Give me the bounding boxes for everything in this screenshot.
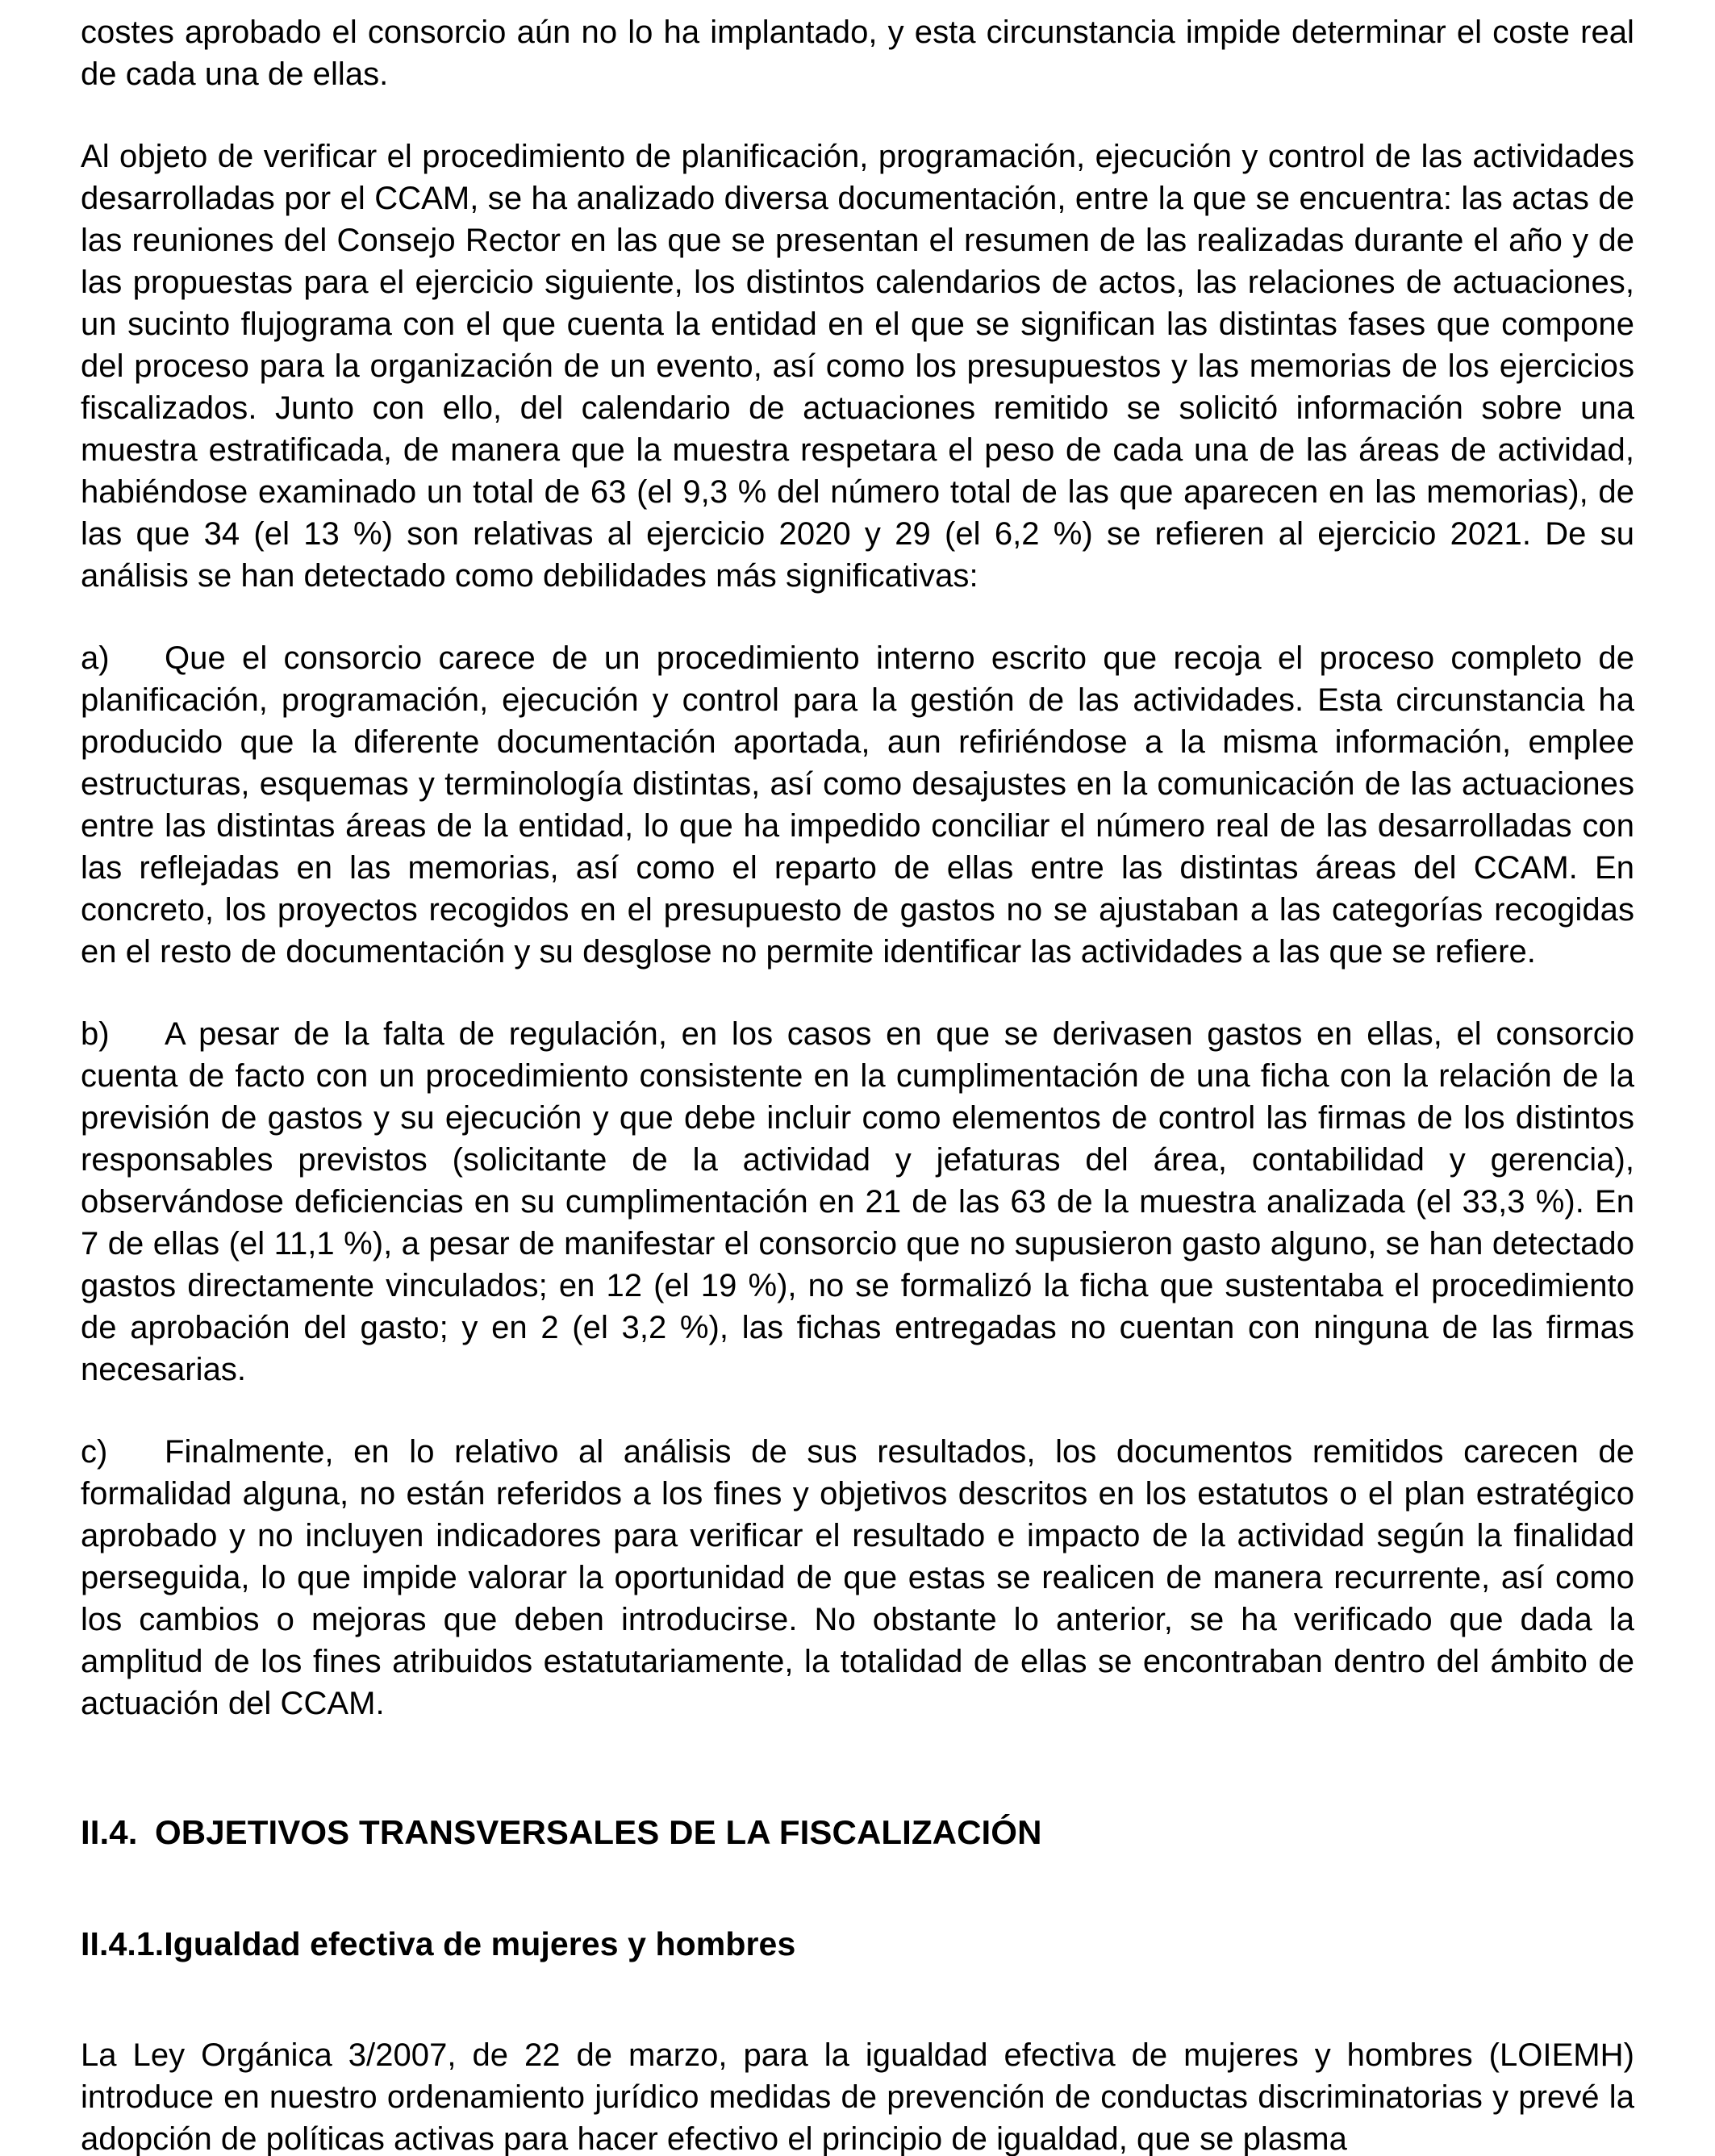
list-item-a-text: Que el consorcio carece de un procedimiento interno escrito que recoja el proceso completo de planificación, programación, ejecución y control para la gestión de las actividades. Esta circunstancia ha producido que la diferente documentación aportada, aun refiriéndose a la misma información, emplee estructuras, esquemas y terminología distintas, así como desajustes en la comunicación de las actuaciones entre las distintas áreas de la entidad, lo que ha impedido conciliar el número real de las desarrolladas con las reflejadas en las memorias, así como el reparto de ellas entre las distintas áreas del CCAM. En concreto, los proyectos recogidos en el presupuesto de gastos no se ajustaban a las categorías recogidas en el resto de documentación y su desglose no permite identificar las actividades a las que se refiere. bbox=[81, 640, 1634, 970]
heading-spacer-bottom bbox=[81, 1965, 1634, 2034]
list-item-a bbox=[81, 637, 1634, 973]
heading-spacer-top bbox=[81, 1765, 1634, 1812]
section-heading bbox=[81, 1812, 1634, 1854]
paragraph-methodology: Al objeto de verificar el procedimiento de planificación, programación, ejecución y control de las actividades desarrolladas por el CCAM, se ha analizado diversa documentación, entre la que se encuentra: las actas de las reuniones del Consejo Rector en las que se presentan el resumen de las realizadas durante el año y de las propuestas para el ejercicio siguiente, los distintos calendarios de actos, las relaciones de actuaciones, un sucinto flujograma con el que cuenta la entidad en el que se significan las distintas fases que compone del proceso para la organización de un evento, así como los presupuestos y las memorias de los ejercicios fiscalizados. Junto con ello, del calendario de actuaciones remitido se solicitó información sobre una muestra estratificada, de manera que la muestra respetara el peso de cada una de las áreas de actividad, habiéndose examinado un total de 63 (el 9,3 % del número total de las que aparecen en las memorias), de las que 34 (el 13 %) son relativas al ejercicio 2020 y 29 (el 6,2 %) se refieren al ejercicio 2021. De su análisis se han detectado como debilidades más significativas: bbox=[81, 139, 1634, 594]
section-heading-title: OBJETIVOS TRANSVERSALES DE LA FISCALIZACIÓN bbox=[155, 1813, 1042, 1851]
paragraph-continuation: costes aprobado el consorcio aún no lo ha implantado, y esta circunstancia impide determinar el coste real de cada una de ellas. bbox=[81, 15, 1634, 92]
paragraph-loiemh: La Ley Orgánica 3/2007, de 22 de marzo, para la igualdad efectiva de mujeres y hombres (LOIEMH) introduce en nuestro ordenamiento jurídico medidas de prevención de conductas discriminatorias y prevé la adopción de políticas activas para hacer efectivo el principio de igualdad, que se plasma bbox=[81, 2037, 1634, 2156]
heading-spacer-mid bbox=[81, 1854, 1634, 1923]
subsection-heading bbox=[81, 1923, 1634, 1965]
section-heading-number: II.4. bbox=[81, 1813, 138, 1851]
document-text-column bbox=[81, 0, 1634, 2156]
list-marker-c: c) bbox=[81, 1434, 108, 1470]
list-item-b bbox=[81, 1013, 1634, 1391]
list-item-c bbox=[81, 1431, 1634, 1724]
list-item-c-text: Finalmente, en lo relativo al análisis de sus resultados, los documentos remitidos carecen de formalidad alguna, no están referidos a los fines y objetivos descritos en los estatutos o el plan estratégico aprobado y no incluyen indicadores para verificar el resultado e impacto de la actividad según la finalidad perseguida, lo que impide valorar la oportunidad de que estas se realicen de manera recurrente, así como los cambios o mejoras que deben introducirse. No obstante lo anterior, se ha verificado que dada la amplitud de los fines atribuidos estatutariamente, la totalidad de ellas se encontraban dentro del ámbito de actuación del CCAM. bbox=[81, 1434, 1634, 1721]
subsection-heading-number: II.4.1. bbox=[81, 1925, 165, 1962]
subsection-heading-title: Igualdad efectiva de mujeres y hombres bbox=[164, 1925, 796, 1962]
list-item-b-text: A pesar de la falta de regulación, en los casos en que se derivasen gastos en ellas, el consorcio cuenta de facto con un procedimiento consistente en la cumplimentación de una ficha con la relación de la previsión de gastos y su ejecución y que debe incluir como elementos de control las firmas de los distintos responsables previstos (solicitante de la actividad y jefaturas del área, contabilidad y gerencia), observándose deficiencias en su cumplimentación en 21 de las 63 de la muestra analizada (el 33,3 %). En 7 de ellas (el 11,1 %), a pesar de manifestar el consorcio que no supusieron gasto alguno, se han detectado gastos directamente vinculados; en 12 (el 19 %), no se formalizó la ficha que sustentaba el procedimiento de aprobación del gasto; y en 2 (el 3,2 %), las fichas entregadas no cuentan con ninguna de las firmas necesarias. bbox=[81, 1016, 1634, 1387]
list-marker-b: b) bbox=[81, 1016, 110, 1052]
list-marker-a: a) bbox=[81, 640, 110, 676]
